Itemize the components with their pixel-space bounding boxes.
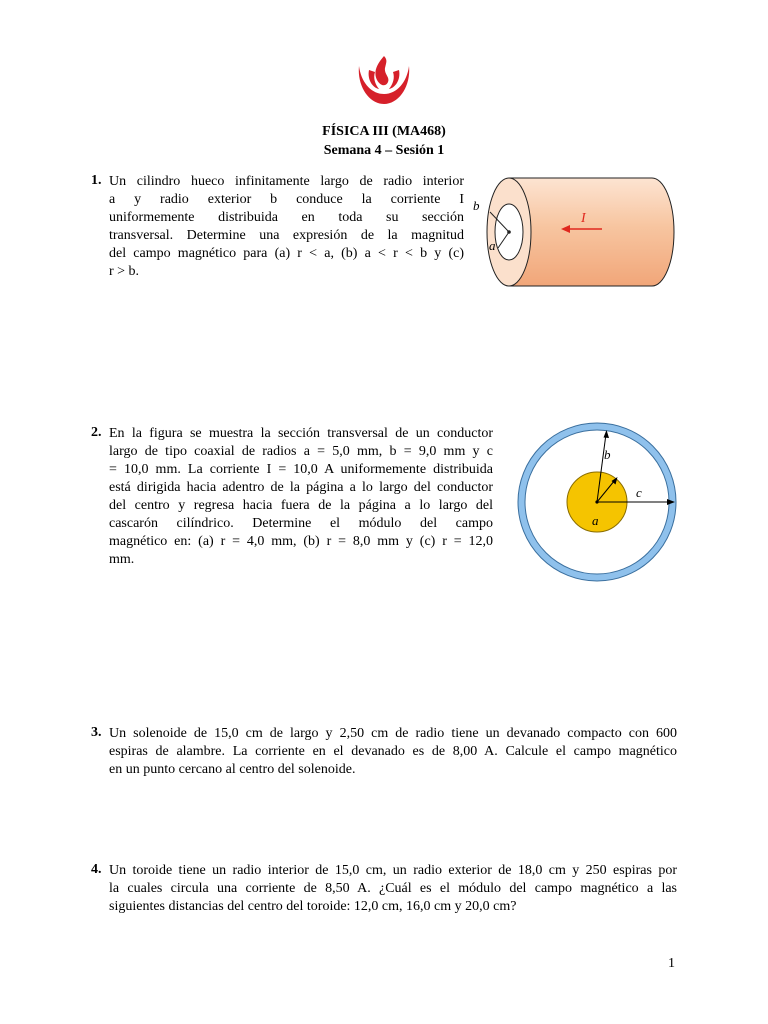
course-title: FÍSICA III (MA468): [322, 124, 446, 139]
coaxial-cross-section-figure: [503, 420, 691, 584]
outer-radius-label-b: b: [473, 198, 480, 213]
problem-1-line: del campo magnético para (a) r < a, (b) a < r < b y (c): [109, 246, 464, 261]
problem-2-line: En la figura se muestra la sección transversal de un conductor: [109, 426, 493, 441]
problem-4-text: [109, 862, 677, 916]
problem-2-line: largo de tipo coaxial de radios a = 5,0 mm, b = 9,0 mm y c: [109, 444, 493, 459]
problem-2-line: = 10,0 mm. La corriente I = 10,0 A uniformemente distribuida: [109, 462, 493, 477]
radius-label-b: b: [604, 447, 611, 462]
problem-4-number: 4.: [91, 862, 102, 877]
problem-1-line: a y radio exterior b conduce la corriente I: [109, 192, 464, 207]
problem-2-line: magnético en: (a) r = 4,0 mm, (b) r = 8,0 mm y (c) r = 12,0: [109, 534, 493, 549]
problem-3-line: en un punto cercano al centro del solenoide.: [109, 762, 356, 777]
problem-2-line: del centro y regresa hacia fuera de la página a lo largo del: [109, 498, 493, 513]
problem-2-line: cascarón cilíndrico. Determine el módulo del campo: [109, 516, 493, 531]
problem-1-line: uniformemente distribuida en toda su sección: [109, 210, 464, 225]
page-number: 1: [668, 956, 675, 971]
problem-1-text: [109, 173, 464, 281]
problem-1-line: Un cilindro hueco infinitamente largo de radio interior: [109, 174, 464, 189]
university-logo: [355, 52, 413, 108]
problem-4-line: Un toroide tiene un radio interior de 15,0 cm, un radio exterior de 18,0 cm y 250 espiras por: [109, 863, 677, 878]
problem-2-number: 2.: [91, 425, 102, 440]
inner-radius-label-a: a: [489, 238, 496, 253]
hollow-cylinder-figure: [464, 172, 680, 294]
problem-3-number: 3.: [91, 725, 102, 740]
problem-1-line: transversal. Determine una expresión de la magnitud: [109, 228, 464, 243]
problem-3-text: [109, 725, 677, 779]
problem-4-line: la cuales circula una corriente de 8,50 A. ¿Cuál es el módulo del campo magnético a las: [109, 881, 677, 896]
problem-4-line: siguientes distancias del centro del toroide: 12,0 cm, 16,0 cm y 20,0 cm?: [109, 899, 517, 914]
radius-label-c: c: [636, 485, 642, 500]
problem-2-line: está dirigida hacia adentro de la página a lo largo del conductor: [109, 480, 493, 495]
problem-3-line: espiras de alambre. La corriente en el devanado es de 8,00 A. Calcule el campo magnético: [109, 744, 677, 759]
session-subtitle: Semana 4 – Sesión 1: [323, 143, 445, 158]
radius-label-a: a: [592, 513, 599, 528]
problem-2-text: [109, 425, 493, 569]
current-label-I: I: [581, 211, 586, 226]
problem-1-line: r > b.: [109, 264, 140, 279]
problem-1-number: 1.: [91, 173, 102, 188]
problem-3-line: Un solenoide de 15,0 cm de largo y 2,50 cm de radio tiene un devanado compacto con 600: [109, 726, 677, 741]
problem-2-line: mm.: [109, 552, 135, 567]
